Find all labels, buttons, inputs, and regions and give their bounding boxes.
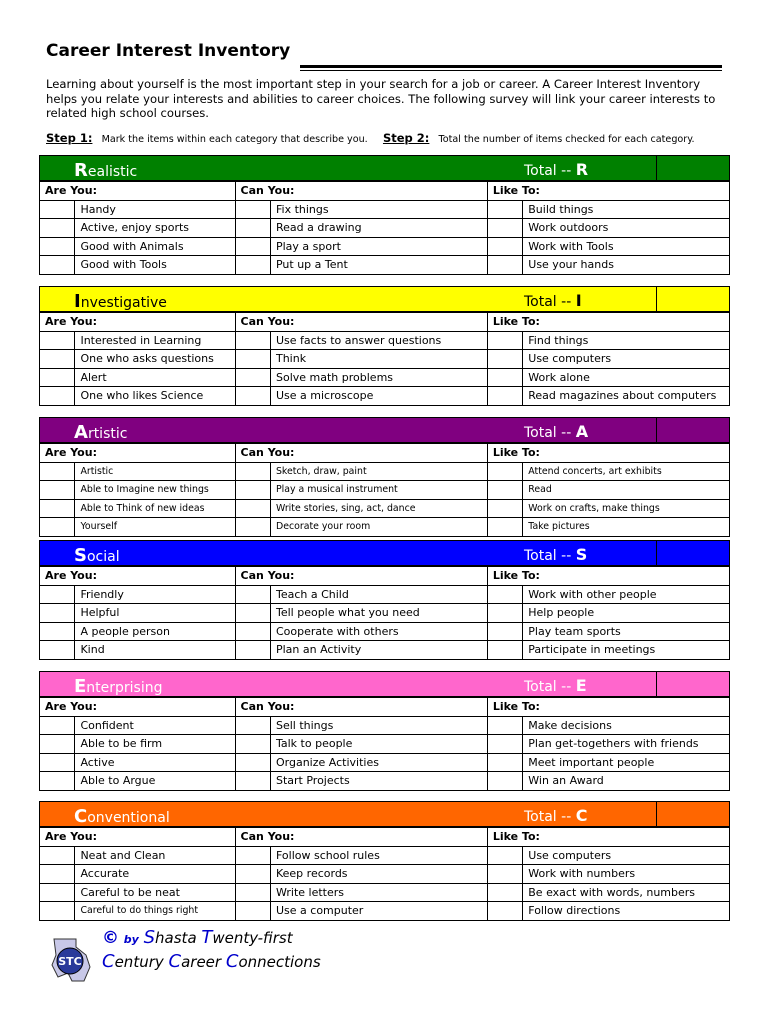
column-headers [40,313,730,332]
table-row [40,481,730,500]
checkbox-cell-like-to[interactable] [487,368,522,387]
item-can-you: Tell people what you need [270,604,487,623]
table-row [40,753,730,772]
checkbox-cell-like-to[interactable] [487,735,522,754]
category-name: Realistic [74,160,138,181]
checkbox-cell-are-you[interactable] [40,716,75,735]
category-table [39,443,730,537]
checkbox-cell-like-to[interactable] [487,883,522,902]
item-can-you: Follow school rules [270,846,487,865]
item-are-you: One who asks questions [75,350,235,369]
col-head-are-you: Are You: [40,567,236,586]
checkbox-cell-like-to[interactable] [487,499,522,518]
category-table [39,697,730,791]
table-row [40,368,730,387]
table-row [40,604,730,623]
category-table [39,181,730,275]
col-head-like-to: Like To: [487,444,729,463]
item-like-to: Participate in meetings [523,641,730,660]
checkbox-cell-are-you[interactable] [40,753,75,772]
category-name: Social [74,545,120,566]
checkbox-cell-are-you[interactable] [40,387,75,406]
item-like-to: Take pictures [523,518,730,537]
col-head-can-you: Can You: [235,698,487,717]
col-head-are-you: Are You: [40,698,236,717]
checkbox-cell-like-to[interactable] [487,865,522,884]
table-row [40,518,730,537]
item-can-you: Sell things [270,716,487,735]
col-head-can-you: Can You: [235,444,487,463]
checkbox-cell-like-to[interactable] [487,716,522,735]
checkbox-cell-can-you[interactable] [235,865,270,884]
item-like-to: Find things [523,331,730,350]
col-head-can-you: Can You: [235,182,487,201]
category-header [39,155,730,181]
column-headers [40,444,730,463]
item-are-you: Able to be firm [75,735,235,754]
checkbox-cell-can-you[interactable] [235,368,270,387]
item-are-you: Careful to do things right [75,902,235,921]
stc-logo-icon [46,937,94,985]
checkbox-cell-can-you[interactable] [235,462,270,481]
step2-text: Total the number of items checked for each category. [438,134,695,145]
footer-line-1: © by Shasta Twenty-first [102,927,293,948]
item-are-you: Artistic [75,462,235,481]
category-name: Artistic [74,422,128,443]
table-row [40,387,730,406]
logo-text: STC [58,955,82,968]
page-title: Career Interest Inventory [46,41,291,61]
col-head-are-you: Are You: [40,182,236,201]
category-table [39,827,730,921]
table-row [40,331,730,350]
category-total-label: Total -- A [524,422,589,441]
checkbox-cell-can-you[interactable] [235,256,270,275]
table-row [40,716,730,735]
column-headers [40,828,730,847]
item-can-you: Use a computer [270,902,487,921]
checkbox-cell-like-to[interactable] [487,481,522,500]
col-head-like-to: Like To: [487,698,729,717]
intro-paragraph: Learning about yourself is the most important step in your search for a job or career. A Career Interest Inventory helps you relate your interests and abilities to career choices. The following survey will link your career interests to related high school courses. [46,77,716,120]
item-can-you: Organize Activities [270,753,487,772]
item-like-to: Read magazines about computers [523,387,730,406]
item-are-you: Able to Imagine new things [75,481,235,500]
category-total-label: Total -- I [524,291,582,310]
item-are-you: Able to Argue [75,772,235,791]
category-table [39,312,730,406]
item-like-to: Work with numbers [523,865,730,884]
checkbox-cell-are-you[interactable] [40,846,75,865]
category-section-a [39,417,730,537]
table-row [40,772,730,791]
item-can-you: Play a sport [270,237,487,256]
item-are-you: Good with Animals [75,237,235,256]
item-can-you: Use a microscope [270,387,487,406]
item-can-you: Put up a Tent [270,256,487,275]
category-section-i [39,286,730,406]
table-row [40,735,730,754]
col-head-can-you: Can You: [235,828,487,847]
table-row [40,350,730,369]
category-section-s [39,540,730,660]
col-head-are-you: Are You: [40,828,236,847]
total-entry-divider [656,802,657,826]
category-name: Enterprising [74,676,163,697]
checkbox-cell-can-you[interactable] [235,585,270,604]
checkbox-cell-like-to[interactable] [487,200,522,219]
checkbox-cell-like-to[interactable] [487,219,522,238]
checkbox-cell-can-you[interactable] [235,219,270,238]
item-are-you: Yourself [75,518,235,537]
checkbox-cell-like-to[interactable] [487,387,522,406]
item-are-you: Helpful [75,604,235,623]
item-can-you: Talk to people [270,735,487,754]
table-row [40,641,730,660]
checkbox-cell-can-you[interactable] [235,350,270,369]
table-row [40,237,730,256]
col-head-can-you: Can You: [235,313,487,332]
title-rule-thick [300,65,722,68]
checkbox-cell-can-you[interactable] [235,846,270,865]
checkbox-cell-are-you[interactable] [40,735,75,754]
table-row [40,883,730,902]
item-can-you: Think [270,350,487,369]
checkbox-cell-can-you[interactable] [235,387,270,406]
item-are-you: Neat and Clean [75,846,235,865]
checkbox-cell-can-you[interactable] [235,331,270,350]
checkbox-cell-can-you[interactable] [235,753,270,772]
item-like-to: Work on crafts, make things [523,499,730,518]
category-name: Conventional [74,806,170,827]
col-head-are-you: Are You: [40,313,236,332]
item-can-you: Write letters [270,883,487,902]
checkbox-cell-are-you[interactable] [40,772,75,791]
total-entry-divider [656,287,657,311]
checkbox-cell-like-to[interactable] [487,462,522,481]
step2-label: Step 2: [382,131,430,145]
title-rule-thin [300,70,722,71]
checkbox-cell-like-to[interactable] [487,518,522,537]
item-can-you: Plan an Activity [270,641,487,660]
table-row [40,256,730,275]
item-are-you: Active, enjoy sports [75,219,235,238]
category-total-label: Total -- R [524,160,589,179]
checkbox-cell-like-to[interactable] [487,331,522,350]
item-are-you: One who likes Science [75,387,235,406]
col-head-like-to: Like To: [487,567,729,586]
total-entry-divider [656,541,657,565]
item-are-you: Able to Think of new ideas [75,499,235,518]
item-can-you: Write stories, sing, act, dance [270,499,487,518]
item-are-you: Alert [75,368,235,387]
category-header [39,540,730,566]
checkbox-cell-are-you[interactable] [40,237,75,256]
item-are-you: Accurate [75,865,235,884]
item-are-you: Friendly [75,585,235,604]
step1-text: Mark the items within each category that describe you. [101,134,368,145]
table-row [40,585,730,604]
checkbox-cell-can-you[interactable] [235,883,270,902]
item-can-you: Use facts to answer questions [270,331,487,350]
checkbox-cell-are-you[interactable] [40,331,75,350]
item-are-you: Kind [75,641,235,660]
checkbox-cell-are-you[interactable] [40,902,75,921]
col-head-are-you: Are You: [40,444,236,463]
checkbox-cell-like-to[interactable] [487,641,522,660]
item-like-to: Build things [523,200,730,219]
checkbox-cell-can-you[interactable] [235,735,270,754]
checkbox-cell-are-you[interactable] [40,200,75,219]
item-like-to: Be exact with words, numbers [523,883,730,902]
checkbox-cell-are-you[interactable] [40,462,75,481]
category-header [39,417,730,443]
checkbox-cell-like-to[interactable] [487,772,522,791]
item-can-you: Play a musical instrument [270,481,487,500]
checkbox-cell-are-you[interactable] [40,883,75,902]
item-can-you: Fix things [270,200,487,219]
item-like-to: Help people [523,604,730,623]
checkbox-cell-like-to[interactable] [487,902,522,921]
item-are-you: Careful to be neat [75,883,235,902]
checkbox-cell-are-you[interactable] [40,865,75,884]
item-can-you: Sketch, draw, paint [270,462,487,481]
item-are-you: Active [75,753,235,772]
checkbox-cell-are-you[interactable] [40,622,75,641]
total-entry-divider [656,156,657,180]
checkbox-cell-are-you[interactable] [40,585,75,604]
step1-label: Step 1: [46,131,93,145]
table-row [40,865,730,884]
checkbox-cell-are-you[interactable] [40,518,75,537]
checkbox-cell-are-you[interactable] [40,219,75,238]
checkbox-cell-like-to[interactable] [487,622,522,641]
table-row [40,622,730,641]
checkbox-cell-like-to[interactable] [487,585,522,604]
col-head-like-to: Like To: [487,182,729,201]
item-like-to: Use computers [523,846,730,865]
checkbox-cell-are-you[interactable] [40,350,75,369]
item-like-to: Attend concerts, art exhibits [523,462,730,481]
column-headers [40,182,730,201]
table-row [40,219,730,238]
item-can-you: Keep records [270,865,487,884]
item-like-to: Use computers [523,350,730,369]
category-header [39,801,730,827]
item-are-you: Interested in Learning [75,331,235,350]
category-table [39,566,730,660]
checkbox-cell-like-to[interactable] [487,256,522,275]
category-total-label: Total -- E [524,676,587,695]
item-like-to: Make decisions [523,716,730,735]
footer-credit [40,927,340,987]
item-like-to: Plan get-togethers with friends [523,735,730,754]
checkbox-cell-can-you[interactable] [235,622,270,641]
item-like-to: Work outdoors [523,219,730,238]
checkbox-cell-can-you[interactable] [235,604,270,623]
total-entry-divider [656,418,657,442]
checkbox-cell-like-to[interactable] [487,237,522,256]
checkbox-cell-like-to[interactable] [487,350,522,369]
checkbox-cell-are-you[interactable] [40,604,75,623]
category-section-c [39,801,730,921]
checkbox-cell-are-you[interactable] [40,256,75,275]
col-head-like-to: Like To: [487,828,729,847]
checkbox-cell-like-to[interactable] [487,604,522,623]
checkbox-cell-are-you[interactable] [40,641,75,660]
item-are-you: Handy [75,200,235,219]
item-like-to: Work alone [523,368,730,387]
checkbox-cell-can-you[interactable] [235,237,270,256]
item-can-you: Teach a Child [270,585,487,604]
category-section-r [39,155,730,275]
checkbox-cell-can-you[interactable] [235,716,270,735]
table-row [40,200,730,219]
item-like-to: Play team sports [523,622,730,641]
total-entry-divider [656,672,657,696]
checkbox-cell-can-you[interactable] [235,518,270,537]
checkbox-cell-like-to[interactable] [487,753,522,772]
item-like-to: Win an Award [523,772,730,791]
category-total-label: Total -- C [524,806,588,825]
footer-line-2: Century Career Connections [102,951,321,972]
table-row [40,499,730,518]
item-like-to: Meet important people [523,753,730,772]
item-can-you: Cooperate with others [270,622,487,641]
item-are-you: Confident [75,716,235,735]
checkbox-cell-can-you[interactable] [235,902,270,921]
category-section-e [39,671,730,791]
item-like-to: Work with other people [523,585,730,604]
category-total-label: Total -- S [524,545,588,564]
category-name: Investigative [74,291,167,312]
col-head-like-to: Like To: [487,313,729,332]
item-like-to: Follow directions [523,902,730,921]
checkbox-cell-can-you[interactable] [235,481,270,500]
column-headers [40,567,730,586]
table-row [40,846,730,865]
item-can-you: Start Projects [270,772,487,791]
item-are-you: Good with Tools [75,256,235,275]
item-like-to: Use your hands [523,256,730,275]
checkbox-cell-are-you[interactable] [40,481,75,500]
item-can-you: Solve math problems [270,368,487,387]
column-headers [40,698,730,717]
item-can-you: Decorate your room [270,518,487,537]
checkbox-cell-are-you[interactable] [40,368,75,387]
item-like-to: Read [523,481,730,500]
checkbox-cell-can-you[interactable] [235,200,270,219]
col-head-can-you: Can You: [235,567,487,586]
steps-line [46,131,695,145]
checkbox-cell-can-you[interactable] [235,641,270,660]
checkbox-cell-like-to[interactable] [487,846,522,865]
item-are-you: A people person [75,622,235,641]
table-row [40,462,730,481]
checkbox-cell-can-you[interactable] [235,772,270,791]
checkbox-cell-can-you[interactable] [235,499,270,518]
category-header [39,286,730,312]
checkbox-cell-are-you[interactable] [40,499,75,518]
item-can-you: Read a drawing [270,219,487,238]
item-like-to: Work with Tools [523,237,730,256]
category-header [39,671,730,697]
table-row [40,902,730,921]
